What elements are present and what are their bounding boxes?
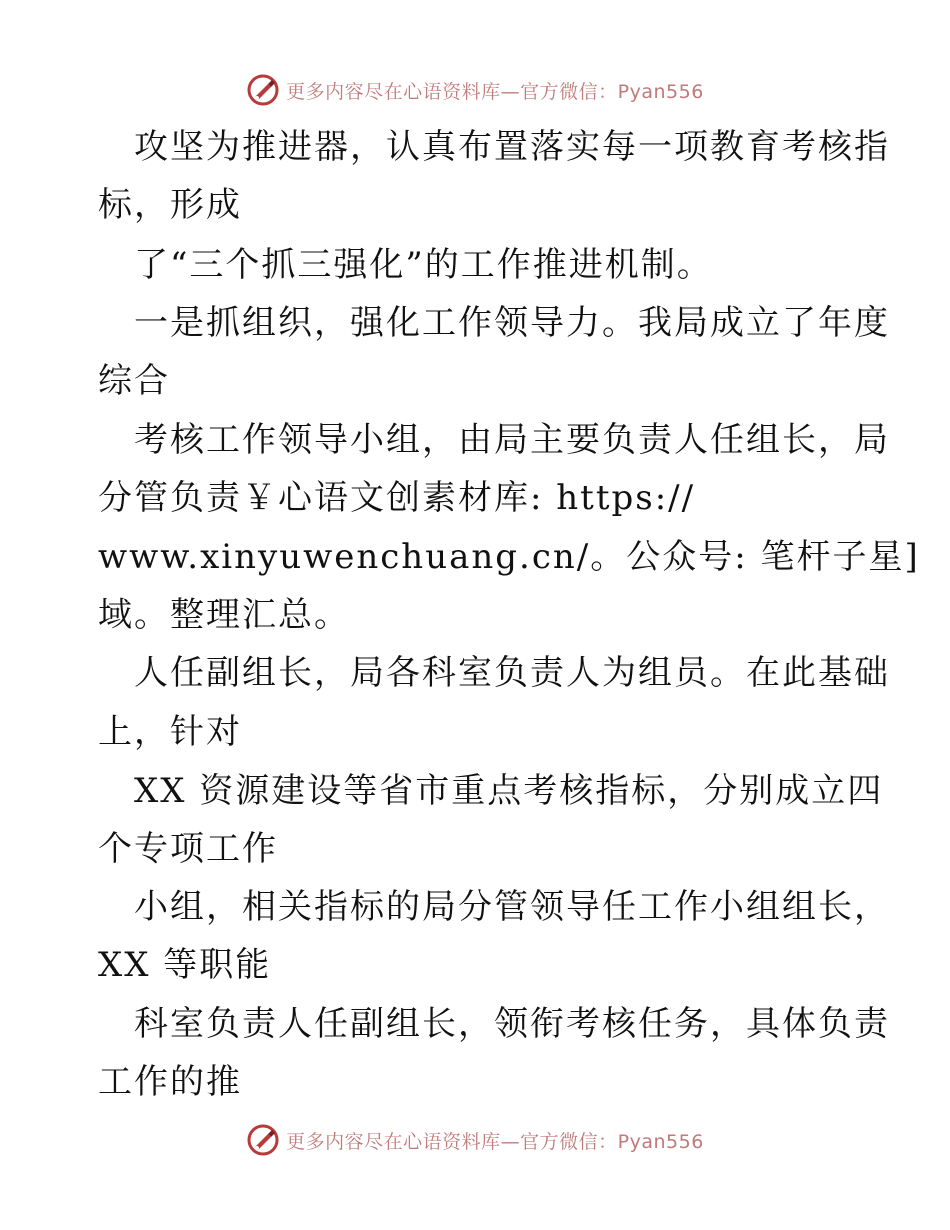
text-line: 攻坚为推进器，认真布置落实每一项教育考核指 [134, 127, 890, 167]
text-line: 域。整理汇总。 [98, 595, 350, 635]
text-line: 了“三个抓三强化”的工作推进机制。 [134, 245, 713, 285]
text-line: XX 等职能 [98, 945, 272, 985]
watermark-text: 更多内容尽在心语资料库—官方微信：Pyan556 [286, 80, 704, 103]
text-line: 上，针对 [98, 712, 242, 752]
text-line: 分管负责￥心语文创素材库: https:// [98, 478, 696, 518]
text-line: XX 资源建设等省市重点考核指标，分别成立四 [134, 771, 884, 811]
text-line: 人任副组长，局各科室负责人为组员。在此基础 [134, 653, 890, 693]
text-line: 考核工作领导小组，由局主要负责人任组长，局 [134, 420, 890, 460]
text-line: 科室负责人任副组长，领衔考核任务，具体负责 [134, 1004, 890, 1044]
text-line: www.xinyuwenchuang.cn/。公众号: 笔杆子星] [98, 537, 920, 577]
watermark-text: 更多内容尽在心语资料库—官方微信：Pyan556 [286, 1130, 704, 1153]
text-line: 综合 [98, 361, 170, 401]
header-watermark [0, 70, 950, 110]
footer-watermark [0, 1120, 950, 1160]
pen-logo-icon [246, 73, 280, 107]
text-line: 标，形成 [98, 185, 242, 225]
text-line: 个专项工作 [98, 829, 278, 869]
pen-logo-icon [246, 1123, 280, 1157]
text-line: 小组，相关指标的局分管领导任工作小组组长， [134, 887, 890, 927]
text-line: 工作的推 [98, 1062, 242, 1102]
text-line: 一是抓组织，强化工作领导力。我局成立了年度 [134, 303, 890, 343]
